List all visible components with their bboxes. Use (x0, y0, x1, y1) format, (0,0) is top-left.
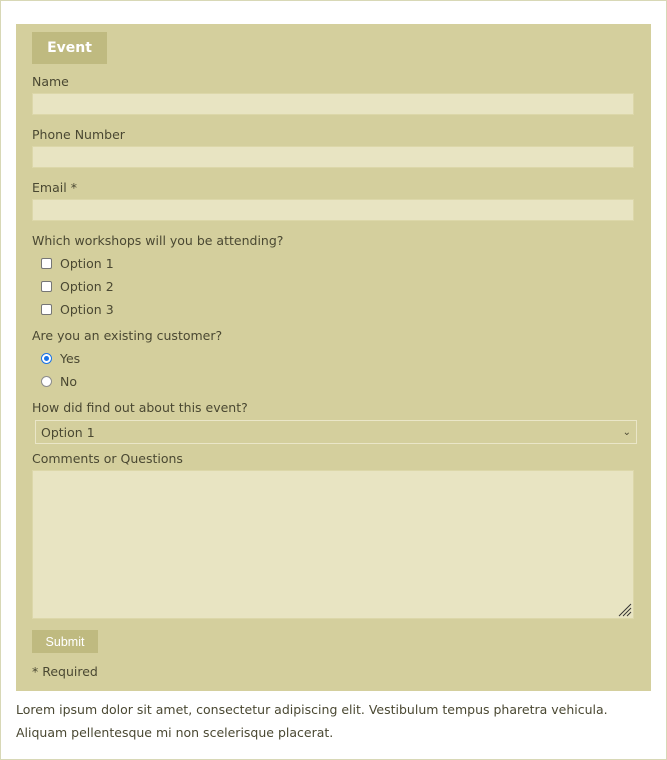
workshops-label: Which workshops will you be attending? (32, 233, 284, 248)
phone-label: Phone Number (32, 127, 125, 142)
comments-label: Comments or Questions (32, 451, 183, 466)
customer-no-label: No (60, 374, 77, 389)
workshop-option-1-label: Option 1 (60, 256, 114, 271)
workshop-option-3[interactable] (41, 302, 114, 317)
footer-paragraph: Lorem ipsum dolor sit amet, consectetur adipiscing elit. Vestibulum tempus pharetra vehicula. Aliquam pellentesque mi non scelerisque placerat. (16, 702, 608, 740)
workshop-option-2[interactable] (41, 279, 114, 294)
resize-handle-icon[interactable] (616, 601, 632, 617)
event-form (16, 24, 651, 691)
workshop-option-2-checkbox[interactable] (41, 281, 52, 292)
customer-no-radio[interactable] (41, 376, 52, 387)
form-title: Event (32, 32, 107, 64)
required-note: * Required (32, 664, 98, 679)
email-label (32, 180, 77, 195)
customer-option-yes[interactable] (41, 351, 80, 366)
email-label-text: Email (32, 180, 67, 195)
name-label: Name (32, 74, 69, 89)
submit-button[interactable]: Submit (32, 630, 98, 653)
workshop-option-3-checkbox[interactable] (41, 304, 52, 315)
phone-field[interactable] (32, 146, 634, 168)
source-select-value: Option 1 (41, 424, 95, 440)
customer-option-no[interactable] (41, 374, 77, 389)
comments-textarea[interactable] (32, 470, 634, 619)
customer-yes-radio[interactable] (41, 353, 52, 364)
email-field[interactable] (32, 199, 634, 221)
workshop-option-1-checkbox[interactable] (41, 258, 52, 269)
customer-label: Are you an existing customer? (32, 328, 223, 343)
workshop-option-2-label: Option 2 (60, 279, 114, 294)
required-star: * (70, 180, 77, 195)
chevron-down-icon: ⌄ (622, 426, 631, 438)
name-field[interactable] (32, 93, 634, 115)
source-label: How did find out about this event? (32, 400, 248, 415)
customer-yes-label: Yes (60, 351, 81, 366)
workshop-option-1[interactable] (41, 256, 114, 271)
source-select[interactable] (35, 420, 637, 444)
workshop-option-3-label: Option 3 (60, 302, 114, 317)
